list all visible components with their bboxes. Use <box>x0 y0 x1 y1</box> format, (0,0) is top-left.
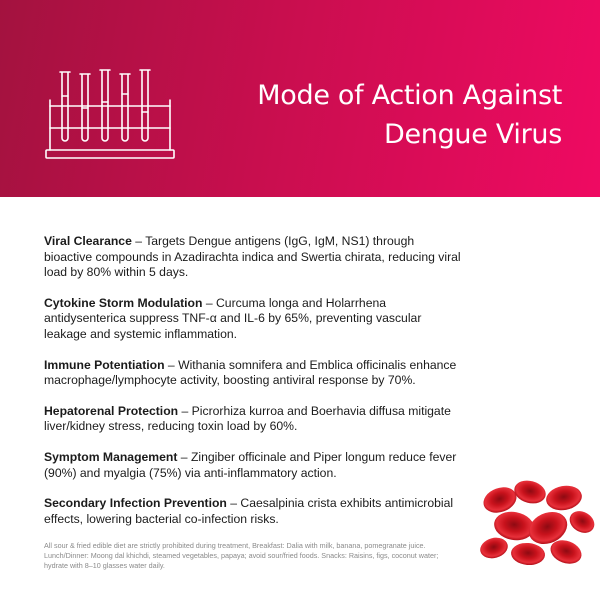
item-heading: Symptom Management <box>44 449 178 464</box>
list-item-immune-potentiation <box>44 358 464 389</box>
list-item-hepatorenal-protection <box>44 404 464 435</box>
title-line-2: Dengue Virus <box>383 119 562 150</box>
item-text: – Targets Dengue antigens (IgG, IgM, NS1) through bioactive compounds in Azadirachta indica and Swertia chirata, reducing viral load by 80% within 5 days. <box>44 234 461 280</box>
item-text: – Picrorhiza kurroa and Boerhavia diffusa mitigate liver/kidney stress, reducing toxin load by 60%. <box>44 403 451 434</box>
list-item-viral-clearance <box>44 234 464 281</box>
item-heading: Hepatorenal Protection <box>44 403 179 418</box>
item-heading: Cytokine Storm Modulation <box>44 295 203 310</box>
title-line-1: Mode of Action Against <box>257 80 562 111</box>
red-blood-cells-icon <box>478 470 596 570</box>
test-tubes-rack-icon <box>40 66 180 162</box>
item-heading: Immune Potentiation <box>44 357 165 372</box>
mode-of-action-list <box>44 234 464 542</box>
header-banner <box>0 0 600 197</box>
item-heading: Viral Clearance <box>44 234 132 248</box>
page-title <box>222 76 562 154</box>
item-text: – Caesalpinia crista exhibits antimicrobial effects, lowering bacterial co-infection risks. <box>44 496 454 526</box>
item-heading: Secondary Infection Prevention <box>44 496 227 511</box>
item-text: – Curcuma longa and Holarrhena antidysenterica suppress TNF-α and IL-6 by 65%, preventing vascular leakage and systemic inflammation. <box>44 295 422 341</box>
item-text: – Withania somnifera and Emblica officinalis enhance macrophage/lymphocyte activity, boosting antiviral response by 70%. <box>44 357 457 388</box>
list-item-secondary-infection <box>44 496 464 527</box>
diet-footnote: All sour & fried edible diet are strictly prohibited during treatment, Breakfast: Dalia with milk, banana, pomegranate juice. Lunch/Dinner: Moong dal khichdi, steamed vegetables, papaya; avoid sour/fried foods. Snacks: Raisins, figs, coconut water; hydrate with 8–10 glasses water daily. <box>44 541 439 570</box>
list-item-symptom-management <box>44 450 464 481</box>
list-item-cytokine-storm <box>44 296 464 343</box>
item-text: – Zingiber officinale and Piper longum reduce fever (90%) and myalgia (75%) via anti-inflammatory action. <box>44 449 457 480</box>
